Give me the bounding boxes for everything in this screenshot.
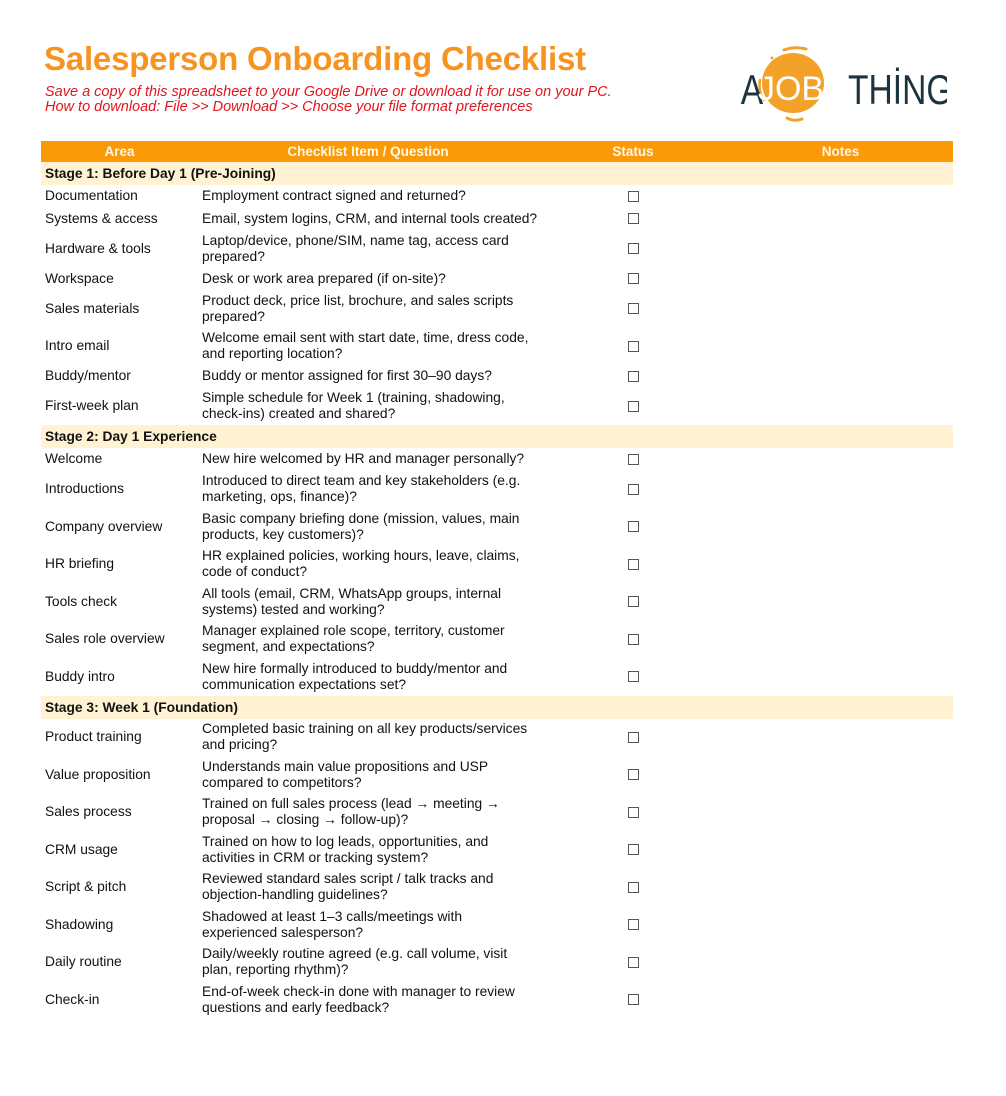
- checklist-item-cell: Basic company briefing done (mission, values, main products, key customers)?: [202, 510, 520, 542]
- instructions: [45, 85, 612, 115]
- stage-header: Stage 3: Week 1 (Foundation): [41, 696, 953, 719]
- table-row: [41, 185, 953, 208]
- status-cell: [538, 634, 728, 645]
- status-cell: [538, 243, 728, 254]
- status-cell: [538, 596, 728, 607]
- checklist-item-cell: Understands main value propositions and USP compared to competitors?: [202, 758, 488, 790]
- status-checkbox[interactable]: [628, 371, 639, 382]
- table-row: [41, 869, 953, 907]
- area-cell: HR briefing: [45, 556, 115, 572]
- logo-graphic: [732, 40, 947, 130]
- checklist-item-cell: Product deck, price list, brochure, and sales scripts prepared?: [202, 292, 514, 324]
- table-row: [41, 794, 953, 832]
- checklist-item-cell: Trained on how to log leads, opportunities, and activities in CRM or tracking system?: [202, 833, 489, 865]
- status-checkbox[interactable]: [628, 303, 639, 314]
- area-cell: Value proposition: [45, 766, 151, 782]
- status-cell: [538, 957, 728, 968]
- checklist-item-cell: Reviewed standard sales script / talk tracks and objection-handling guidelines?: [202, 871, 494, 903]
- instructions-line-2: How to download: File >> Download >> Choose your file format preferences: [45, 99, 533, 115]
- status-checkbox[interactable]: [628, 807, 639, 818]
- status-checkbox[interactable]: [628, 401, 639, 412]
- table-body: [41, 162, 953, 1019]
- checklist-item-cell: Buddy or mentor assigned for first 30–90 days?: [202, 368, 492, 384]
- a-job-thing-logo: [732, 40, 947, 130]
- checklist-table: [41, 141, 953, 1019]
- area-cell: Welcome: [45, 451, 103, 467]
- status-checkbox[interactable]: [628, 769, 639, 780]
- checklist-item-cell: Laptop/device, phone/SIM, name tag, access card prepared?: [202, 232, 509, 264]
- stage-header: Stage 1: Before Day 1 (Pre-Joining): [41, 162, 953, 185]
- status-checkbox[interactable]: [628, 273, 639, 284]
- logo-text-a: A: [740, 67, 764, 114]
- status-cell: [538, 807, 728, 818]
- checklist-item-cell: New hire welcomed by HR and manager personally?: [202, 451, 525, 467]
- status-checkbox[interactable]: [628, 191, 639, 202]
- status-cell: [538, 919, 728, 930]
- area-cell: Product training: [45, 729, 142, 745]
- logo-text-job: JOB: [757, 70, 825, 108]
- table-row: [41, 944, 953, 982]
- area-cell: Check-in: [45, 991, 100, 1007]
- checklist-item-cell: Completed basic training on all key products/services and pricing?: [202, 721, 528, 753]
- table-row: [41, 658, 953, 696]
- area-cell: Documentation: [45, 188, 138, 204]
- area-cell: Script & pitch: [45, 879, 127, 895]
- column-header-notes: Notes: [821, 144, 860, 159]
- column-header-item: Checklist Item / Question: [287, 144, 449, 159]
- column-header-status: Status: [612, 144, 654, 159]
- status-checkbox[interactable]: [628, 559, 639, 570]
- status-checkbox[interactable]: [628, 213, 639, 224]
- status-checkbox[interactable]: [628, 732, 639, 743]
- table-row: [41, 508, 953, 546]
- status-checkbox[interactable]: [628, 882, 639, 893]
- checklist-item-cell: Email, system logins, CRM, and internal tools created?: [202, 210, 538, 226]
- status-cell: [538, 769, 728, 780]
- status-cell: [538, 341, 728, 352]
- table-row: [41, 756, 953, 794]
- column-header-area: Area: [104, 144, 135, 159]
- status-checkbox[interactable]: [628, 634, 639, 645]
- area-cell: Buddy/mentor: [45, 368, 131, 384]
- status-checkbox[interactable]: [628, 919, 639, 930]
- table-row: [41, 546, 953, 584]
- table-row: [41, 388, 953, 426]
- table-header: [41, 141, 953, 162]
- area-cell: Systems & access: [45, 210, 158, 226]
- status-checkbox[interactable]: [628, 596, 639, 607]
- page-title: Salesperson Onboarding Checklist: [44, 40, 586, 77]
- status-checkbox[interactable]: [628, 341, 639, 352]
- area-cell: CRM usage: [45, 841, 118, 857]
- table-row: [41, 831, 953, 869]
- status-checkbox[interactable]: [628, 994, 639, 1005]
- status-checkbox[interactable]: [628, 243, 639, 254]
- status-cell: [538, 213, 728, 224]
- status-cell: [538, 371, 728, 382]
- status-checkbox[interactable]: [628, 521, 639, 532]
- checklist-item-cell: Simple schedule for Week 1 (training, shadowing, check-ins) created and shared?: [202, 390, 505, 422]
- checklist-item-cell: Manager explained role scope, territory, customer segment, and expectations?: [202, 623, 505, 655]
- checklist-item-cell: All tools (email, CRM, WhatsApp groups, internal systems) tested and working?: [202, 585, 502, 617]
- status-cell: [538, 401, 728, 412]
- area-cell: Daily routine: [45, 954, 122, 970]
- status-cell: [538, 454, 728, 465]
- table-row: [41, 719, 953, 757]
- table-row: [41, 448, 953, 471]
- table-row: [41, 230, 953, 268]
- checklist-item-cell: New hire formally introduced to buddy/mentor and communication expectations set?: [202, 660, 508, 692]
- area-cell: Sales process: [45, 804, 132, 820]
- status-cell: [538, 303, 728, 314]
- table-row: [41, 621, 953, 659]
- checklist-item-cell: Introduced to direct team and key stakeholders (e.g. marketing, ops, finance)?: [202, 473, 521, 505]
- checklist-item-cell: Employment contract signed and returned?: [202, 188, 466, 204]
- checklist-item-cell: Daily/weekly routine agreed (e.g. call volume, visit plan, reporting rhythm)?: [202, 946, 508, 978]
- status-cell: [538, 732, 728, 743]
- status-cell: [538, 994, 728, 1005]
- area-cell: First-week plan: [45, 398, 139, 414]
- status-cell: [538, 844, 728, 855]
- status-cell: [538, 671, 728, 682]
- area-cell: Introductions: [45, 481, 124, 497]
- status-cell: [538, 191, 728, 202]
- status-checkbox[interactable]: [628, 671, 639, 682]
- status-cell: [538, 484, 728, 495]
- area-cell: Sales role overview: [45, 631, 165, 647]
- status-cell: [538, 521, 728, 532]
- status-checkbox[interactable]: [628, 844, 639, 855]
- status-checkbox[interactable]: [628, 484, 639, 495]
- table-row: [41, 471, 953, 509]
- status-cell: [538, 559, 728, 570]
- stage-header: Stage 2: Day 1 Experience: [41, 425, 953, 448]
- checklist-item-cell: End-of-week check-in done with manager to review questions and early feedback?: [202, 983, 515, 1015]
- area-cell: Company overview: [45, 518, 163, 534]
- area-cell: Workspace: [45, 270, 114, 286]
- checklist-item-cell: Welcome email sent with start date, time, dress code, and reporting location?: [202, 330, 529, 362]
- status-checkbox[interactable]: [628, 454, 639, 465]
- status-cell: [538, 882, 728, 893]
- status-cell: [538, 273, 728, 284]
- checklist-item-cell: Desk or work area prepared (if on-site)?: [202, 270, 446, 286]
- table-row: [41, 365, 953, 388]
- table-row: [41, 583, 953, 621]
- table-row: [41, 290, 953, 328]
- table-row: [41, 268, 953, 291]
- instructions-line-1: Save a copy of this spreadsheet to your Google Drive or download it for use on your PC.: [45, 84, 612, 100]
- table-row: [41, 981, 953, 1019]
- area-cell: Hardware & tools: [45, 240, 151, 256]
- area-cell: Sales materials: [45, 300, 140, 316]
- area-cell: Buddy intro: [45, 668, 115, 684]
- table-row: [41, 328, 953, 366]
- area-cell: Tools check: [45, 593, 118, 609]
- area-cell: Shadowing: [45, 916, 114, 932]
- table-row: [41, 906, 953, 944]
- checklist-item-cell: Trained on full sales process (lead → meeting → proposal → closing → follow-up)?: [202, 796, 500, 828]
- logo-text-thing: THİNG: [848, 67, 947, 114]
- table-row: [41, 208, 953, 231]
- status-checkbox[interactable]: [628, 957, 639, 968]
- checklist-item-cell: Shadowed at least 1–3 calls/meetings with experienced salesperson?: [202, 908, 462, 940]
- area-cell: Intro email: [45, 338, 110, 354]
- checklist-item-cell: HR explained policies, working hours, leave, claims, code of conduct?: [202, 548, 520, 580]
